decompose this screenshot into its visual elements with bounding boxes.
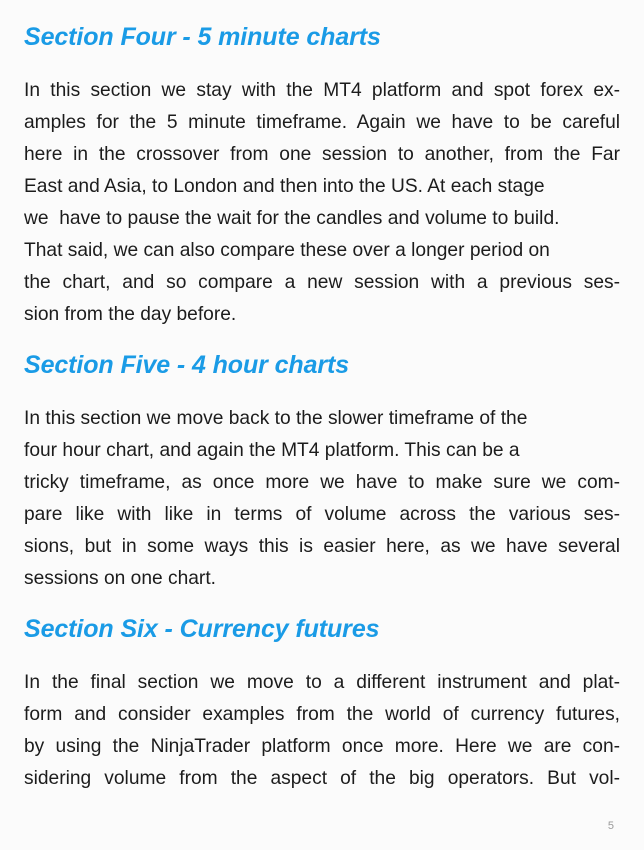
body-line: In this section we stay with the MT4 platform and spot forex ex- [24,80,620,101]
section-four-body [24,53,620,331]
body-line: That said, we can also compare these over a longer period on [24,240,550,261]
body-line: sidering volume from the aspect of the big operators. But vol- [24,768,620,789]
body-line: form and consider examples from the world of currency futures, [24,704,620,725]
body-line: by using the NinjaTrader platform once more. Here we are con- [24,736,620,757]
body-line: here in the crossover from one session to another, from the Far [24,144,620,165]
body-line: sion from the day before. [24,304,237,325]
section-five-body [24,381,620,595]
body-line: In the final section we move to a different instrument and plat- [24,672,620,693]
page-number: 5 [607,820,614,832]
body-line: four hour chart, and again the MT4 platform. This can be a [24,440,520,461]
section-five [24,349,620,595]
section-four [24,21,620,331]
body-line: we have to pause the wait for the candles and volume to build. [24,208,560,229]
section-six-body [24,645,620,795]
section-five-title: Section Five - 4 hour charts [24,351,350,379]
body-line: amples for the 5 minute timeframe. Again we have to be careful [24,112,620,133]
section-six [24,613,620,795]
section-six-title: Section Six - Currency futures [24,615,380,643]
body-line: the chart, and so compare a new session with a previous ses- [24,272,620,293]
section-four-title: Section Four - 5 minute charts [24,23,381,51]
body-line: pare like with like in terms of volume across the various ses- [24,504,620,525]
body-line: sions, but in some ways this is easier here, as we have several [24,536,620,557]
body-line: East and Asia, to London and then into the US. At each stage [24,176,545,197]
body-line: tricky timeframe, as once more we have to make sure we com- [24,472,620,493]
body-line: In this section we move back to the slower timeframe of the [24,408,528,429]
body-line: sessions on one chart. [24,568,216,589]
